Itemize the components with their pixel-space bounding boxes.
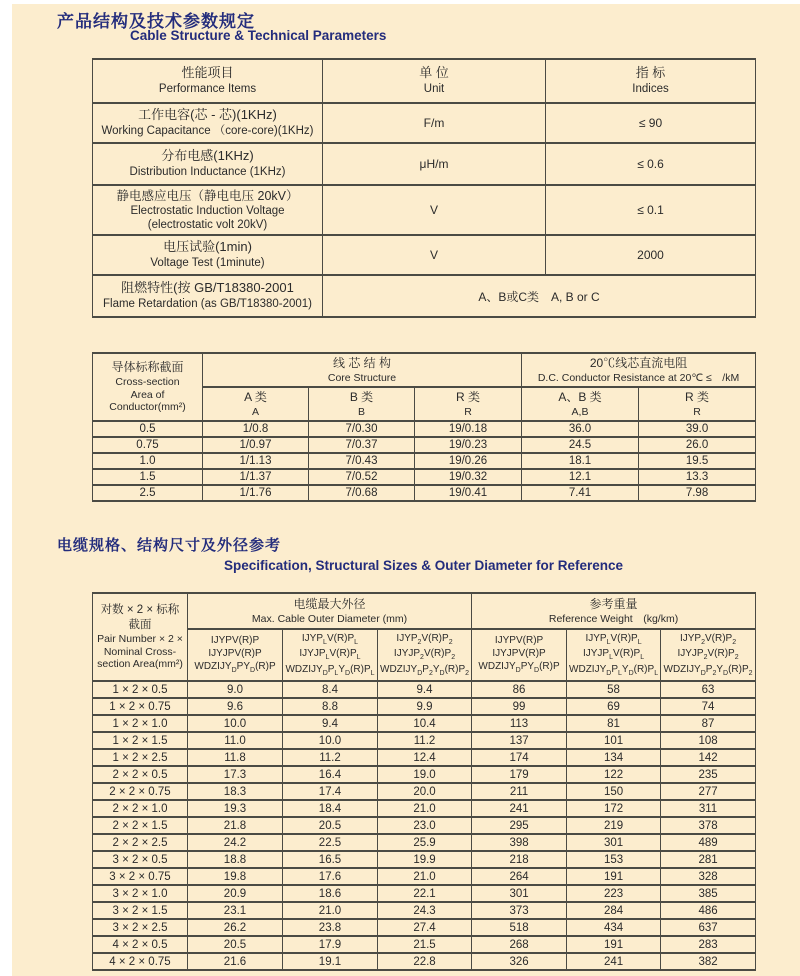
value-cell: 101	[567, 732, 661, 749]
model-name: $WDZIJY_DP_2Y_D(R)P_2$	[663, 663, 753, 677]
header-en: Performance Items	[158, 83, 257, 96]
model-name: $IJYP_2V(R)P_2$	[679, 633, 737, 647]
cross-section-cell: 2.5	[93, 485, 203, 501]
header-class-r	[415, 387, 522, 421]
header-zh: 导体标称截面	[111, 360, 184, 375]
table-row	[93, 185, 756, 235]
cross-section-cell: 0.75	[93, 437, 203, 453]
header-zh: 20℃线芯直流电阻	[589, 355, 688, 370]
value-cell: 23.0	[378, 817, 472, 834]
value-cell: 19/0.23	[415, 437, 522, 453]
table-row	[93, 453, 756, 469]
conductor-table-body	[93, 421, 756, 501]
header-zh: 单 位	[419, 65, 449, 81]
header-en: Indices	[632, 83, 669, 96]
value-cell: 191	[567, 936, 661, 953]
document-page	[12, 4, 800, 976]
header-class-b	[309, 387, 415, 421]
pair-label-cell: 2 × 2 × 1.5	[93, 817, 188, 834]
model-name: $WDZIJY_DPY_D(R)P$	[194, 661, 276, 675]
table-row	[93, 800, 756, 817]
header-zh: 指 标	[635, 65, 666, 81]
model-name: $WDZIJY_DP_LY_D(R)P_L$	[285, 663, 375, 677]
value-cell: 17.9	[283, 936, 378, 953]
header-performance-items	[93, 59, 323, 103]
value-cell: 9.6	[188, 698, 283, 715]
value-cell: 19/0.18	[415, 421, 522, 437]
value-cell: 20.0	[378, 783, 472, 800]
value-cell: 86	[472, 681, 567, 698]
value-cell: 179	[472, 766, 567, 783]
model-name: $WDZIJY_DP_LY_D(R)P_L$	[569, 663, 659, 677]
pair-label-cell: 1 × 2 × 0.75	[93, 698, 188, 715]
value-cell: 12.1	[522, 469, 639, 485]
value-cell: 7/0.68	[309, 485, 415, 501]
spec-model-header-row	[93, 629, 756, 681]
model-name: IJYPV(R)P	[210, 635, 260, 647]
value-cell: 283	[661, 936, 756, 953]
value-cell: 10.4	[378, 715, 472, 732]
value-cell: 8.8	[283, 698, 378, 715]
table-row	[93, 437, 756, 453]
param-en: Working Capacitance （core-core)(1KHz)	[101, 125, 314, 138]
value-cell: 19.3	[188, 800, 283, 817]
value-cell: 21.0	[378, 800, 472, 817]
section2-title-en: Specification, Structural Sizes & Outer Diameter for Reference	[223, 558, 624, 573]
value-cell: 23.1	[188, 902, 283, 919]
value-cell: 311	[661, 800, 756, 817]
header-zh: R 类	[685, 389, 710, 404]
header-en: R	[464, 405, 472, 418]
header-zh: A、B 类	[558, 389, 602, 404]
value-cell: 17.6	[283, 868, 378, 885]
pair-label-cell: 2 × 2 × 1.0	[93, 800, 188, 817]
value-cell: 7.41	[522, 485, 639, 501]
table-row	[93, 817, 756, 834]
header-reference-weight	[472, 593, 756, 629]
table-row	[93, 885, 756, 902]
value-cell: 277	[661, 783, 756, 800]
value-cell: 150	[567, 783, 661, 800]
param-name-cell	[93, 235, 323, 275]
model-name: $WDZIJY_DPY_D(R)P$	[478, 661, 560, 675]
value-cell: 19.8	[188, 868, 283, 885]
spec-table-body	[93, 681, 756, 970]
header-model-set-6	[661, 629, 756, 681]
cross-section-cell: 0.5	[93, 421, 203, 437]
value-cell: 241	[567, 953, 661, 970]
param-en: Electrostatic Induction Voltage	[130, 204, 285, 217]
value-cell: 18.4	[283, 800, 378, 817]
header-en: A	[251, 405, 259, 418]
value-cell: 378	[661, 817, 756, 834]
value-cell: 191	[567, 868, 661, 885]
value-cell: 174	[472, 749, 567, 766]
param-name-cell	[93, 185, 323, 235]
param-en: Voltage Test (1minute)	[150, 257, 265, 270]
value-cell: 211	[472, 783, 567, 800]
header-zh: R 类	[456, 389, 481, 404]
header-model-set-5	[567, 629, 661, 681]
pair-label-cell: 4 × 2 × 0.75	[93, 953, 188, 970]
model-name: IJYPV(R)P	[494, 635, 544, 647]
value-cell: 301	[567, 834, 661, 851]
pair-label-cell: 1 × 2 × 1.5	[93, 732, 188, 749]
value-cell: 19/0.26	[415, 453, 522, 469]
header-pair-number	[93, 593, 188, 681]
value-cell: 113	[472, 715, 567, 732]
value-cell: 11.0	[188, 732, 283, 749]
table-row	[93, 868, 756, 885]
header-model-set-3	[378, 629, 472, 681]
value-cell: 22.1	[378, 885, 472, 902]
value-cell: 142	[661, 749, 756, 766]
table-row	[93, 732, 756, 749]
value-cell: 398	[472, 834, 567, 851]
conductor-table	[92, 352, 756, 502]
param-zh: 电压试验(1min)	[163, 239, 252, 255]
header-en: Area of Conductor(mm²)	[109, 388, 186, 414]
header-zh: 性能项目	[181, 65, 234, 81]
value-cell: 16.5	[283, 851, 378, 868]
header-en: B	[357, 405, 365, 418]
value-cell: 39.0	[639, 421, 756, 437]
pair-label-cell: 3 × 2 × 0.75	[93, 868, 188, 885]
param-zh: 静电感应电压（静电电压 20kV）	[116, 188, 299, 203]
value-cell: 26.0	[639, 437, 756, 453]
value-cell: 10.0	[283, 732, 378, 749]
value-cell: 284	[567, 902, 661, 919]
value-cell: 9.0	[188, 681, 283, 698]
param-en2: (electrostatic volt 20kV)	[147, 219, 268, 232]
pair-label-cell: 1 × 2 × 1.0	[93, 715, 188, 732]
value-cell: 8.4	[283, 681, 378, 698]
value-cell: 21.6	[188, 953, 283, 970]
table-row	[93, 953, 756, 970]
parameters-table	[92, 58, 756, 318]
value-cell: 326	[472, 953, 567, 970]
table-row	[93, 421, 756, 437]
header-en: Reference Weight (kg/km)	[548, 612, 679, 625]
model-name: $IJYJP_2V(R)P_2$	[393, 648, 456, 662]
value-cell: 637	[661, 919, 756, 936]
param-zh: 分布电感(1KHz)	[161, 148, 254, 164]
value-cell: 241	[472, 800, 567, 817]
header-class-r2	[639, 387, 756, 421]
value-cell: 219	[567, 817, 661, 834]
model-name: $IJYJP_LV(R)P_L$	[299, 648, 361, 662]
value-cell: 36.0	[522, 421, 639, 437]
value-cell: 18.6	[283, 885, 378, 902]
cross-section-cell: 1.5	[93, 469, 203, 485]
value-cell: 19.9	[378, 851, 472, 868]
header-en: Unit	[423, 83, 445, 96]
header-zh: 对数 × 2 × 标称	[100, 604, 180, 617]
value-cell: 235	[661, 766, 756, 783]
value-cell: 11.8	[188, 749, 283, 766]
header-en: Pair Number × 2 ×	[97, 633, 183, 646]
model-name: $IJYP_LV(R)P_L$	[585, 633, 642, 647]
value-cell: 122	[567, 766, 661, 783]
value-cell: 434	[567, 919, 661, 936]
header-class-a	[203, 387, 309, 421]
value-cell: 23.8	[283, 919, 378, 936]
header-zh: 截面	[128, 619, 152, 632]
value-cell: 218	[472, 851, 567, 868]
pair-label-cell: 3 × 2 × 1.5	[93, 902, 188, 919]
header-en: Cross-section	[115, 375, 180, 388]
pair-label-cell: 3 × 2 × 0.5	[93, 851, 188, 868]
header-class-ab	[522, 387, 639, 421]
model-name: $IJYP_LV(R)P_L$	[301, 633, 359, 647]
value-cell: 301	[472, 885, 567, 902]
value-cell: 20.5	[283, 817, 378, 834]
value-cell: 281	[661, 851, 756, 868]
value-cell: 489	[661, 834, 756, 851]
value-cell: 486	[661, 902, 756, 919]
table-row	[93, 715, 756, 732]
header-en: A,B	[571, 405, 589, 418]
param-name-cell	[93, 275, 323, 317]
header-zh: 电缆最大外径	[293, 596, 366, 611]
value-cell: 18.8	[188, 851, 283, 868]
unit-cell: F/m	[323, 103, 546, 143]
model-name: $WDZIJY_DP_2Y_D(R)P_2$	[380, 663, 470, 677]
value-cell: 1/1.13	[203, 453, 309, 469]
param-en: Distribution Inductance (1KHz)	[129, 166, 286, 179]
table-row	[93, 485, 756, 501]
header-unit	[323, 59, 546, 103]
value-cell: 19.0	[378, 766, 472, 783]
table-row	[93, 766, 756, 783]
value-cell: 18.3	[188, 783, 283, 800]
value-cell: 21.5	[378, 936, 472, 953]
value-cell: 223	[567, 885, 661, 902]
index-cell: ≤ 90	[546, 103, 756, 143]
model-name: $IJYP_2V(R)P_2$	[396, 633, 453, 647]
value-cell: 9.4	[378, 681, 472, 698]
value-cell: 7/0.43	[309, 453, 415, 469]
value-cell: 17.4	[283, 783, 378, 800]
value-cell: 137	[472, 732, 567, 749]
value-cell: 19.1	[283, 953, 378, 970]
value-cell: 21.8	[188, 817, 283, 834]
section2-title-zh: 电缆规格、结构尺寸及外径参考	[57, 537, 282, 554]
header-model-set-4	[472, 629, 567, 681]
table-row	[93, 902, 756, 919]
table-row	[93, 681, 756, 698]
header-en: Core Structure	[327, 371, 397, 384]
conductor-group-header-row	[93, 353, 756, 387]
value-cell: 134	[567, 749, 661, 766]
param-name-cell	[93, 143, 323, 185]
value-cell: 74	[661, 698, 756, 715]
table-row	[93, 834, 756, 851]
value-cell: 20.5	[188, 936, 283, 953]
pair-label-cell: 2 × 2 × 0.5	[93, 766, 188, 783]
value-cell: 268	[472, 936, 567, 953]
value-cell: 11.2	[378, 732, 472, 749]
unit-cell: V	[323, 185, 546, 235]
value-cell: 81	[567, 715, 661, 732]
pair-label-cell: 3 × 2 × 1.0	[93, 885, 188, 902]
value-cell: 58	[567, 681, 661, 698]
pair-label-cell: 2 × 2 × 0.75	[93, 783, 188, 800]
value-cell: 7/0.52	[309, 469, 415, 485]
value-cell: 1/1.37	[203, 469, 309, 485]
header-model-set-1	[188, 629, 283, 681]
value-cell: 24.5	[522, 437, 639, 453]
table-row	[93, 469, 756, 485]
pair-label-cell: 1 × 2 × 0.5	[93, 681, 188, 698]
cross-section-cell: 1.0	[93, 453, 203, 469]
value-cell: 24.2	[188, 834, 283, 851]
value-cell: 1/0.8	[203, 421, 309, 437]
pair-label-cell: 1 × 2 × 2.5	[93, 749, 188, 766]
spec-group-header-row	[93, 593, 756, 629]
value-cell: 19.5	[639, 453, 756, 469]
header-zh: A 类	[244, 389, 267, 404]
header-max-outer-diameter	[188, 593, 472, 629]
value-cell: 385	[661, 885, 756, 902]
value-cell: 7.98	[639, 485, 756, 501]
value-cell: 518	[472, 919, 567, 936]
header-en: Nominal Cross-	[103, 645, 177, 658]
value-cell: 19/0.41	[415, 485, 522, 501]
table-row	[93, 275, 756, 317]
value-cell: 18.1	[522, 453, 639, 469]
table-row	[93, 919, 756, 936]
table-row	[93, 698, 756, 715]
value-cell: 172	[567, 800, 661, 817]
value-cell: 25.9	[378, 834, 472, 851]
unit-cell: μH/m	[323, 143, 546, 185]
header-indices	[546, 59, 756, 103]
value-cell: 87	[661, 715, 756, 732]
section1-title-zh: 产品结构及技术参数规定	[57, 12, 255, 31]
value-cell: 12.4	[378, 749, 472, 766]
header-core-structure	[203, 353, 522, 387]
value-cell: 19/0.32	[415, 469, 522, 485]
header-en: Max. Cable Outer Diameter (mm)	[251, 612, 408, 625]
value-cell: 1/1.76	[203, 485, 309, 501]
value-cell: 27.4	[378, 919, 472, 936]
table-row	[93, 936, 756, 953]
pair-label-cell: 2 × 2 × 2.5	[93, 834, 188, 851]
value-cell: 10.0	[188, 715, 283, 732]
model-name: IJYJPV(R)P	[492, 648, 546, 660]
index-cell: ≤ 0.1	[546, 185, 756, 235]
model-name: $IJYJP_LV(R)P_L$	[582, 648, 645, 662]
table-row	[93, 143, 756, 185]
value-cell: 26.2	[188, 919, 283, 936]
value-cell: 382	[661, 953, 756, 970]
value-cell: 264	[472, 868, 567, 885]
header-cross-section	[93, 353, 203, 421]
value-cell: 1/0.97	[203, 437, 309, 453]
value-cell: 20.9	[188, 885, 283, 902]
index-cell: ≤ 0.6	[546, 143, 756, 185]
table-row	[93, 235, 756, 275]
value-cell: 21.0	[283, 902, 378, 919]
value-cell: 295	[472, 817, 567, 834]
section1-title-en: Cable Structure & Technical Parameters	[130, 28, 387, 43]
spec-table	[92, 592, 756, 971]
value-cell: 153	[567, 851, 661, 868]
value-cell: 328	[661, 868, 756, 885]
table-row	[93, 103, 756, 143]
value-cell: 69	[567, 698, 661, 715]
table-row	[93, 783, 756, 800]
table-row	[93, 851, 756, 868]
value-cell: 22.8	[378, 953, 472, 970]
model-name: IJYJPV(R)P	[208, 648, 262, 660]
value-cell: 108	[661, 732, 756, 749]
header-zh: 线 芯 结 构	[333, 355, 392, 370]
header-dc-resistance	[522, 353, 756, 387]
value-cell: 9.9	[378, 698, 472, 715]
value-cell: 22.5	[283, 834, 378, 851]
value-cell: 63	[661, 681, 756, 698]
value-cell: 7/0.30	[309, 421, 415, 437]
param-zh: 阻燃特性(按 GB/T18380-2001	[121, 280, 294, 296]
header-en: R	[693, 405, 701, 418]
value-cell: 99	[472, 698, 567, 715]
pair-label-cell: 4 × 2 × 0.5	[93, 936, 188, 953]
header-zh: B 类	[349, 389, 374, 404]
header-en: section Area(mm²)	[97, 658, 183, 671]
model-name: $IJYJP_2V(R)P_2$	[677, 648, 739, 662]
value-cell: 9.4	[283, 715, 378, 732]
value-cell: 373	[472, 902, 567, 919]
param-en: Flame Retardation (as GB/T18380-2001)	[102, 298, 313, 311]
header-zh: 参考重量	[589, 596, 638, 611]
value-cell: 24.3	[378, 902, 472, 919]
value-cell: 13.3	[639, 469, 756, 485]
param-name-cell	[93, 103, 323, 143]
param-zh: 工作电容(芯 - 芯)(1KHz)	[138, 107, 277, 123]
merged-value-cell: A、B或C类 A, B or C	[323, 275, 756, 317]
value-cell: 16.4	[283, 766, 378, 783]
table-row	[93, 749, 756, 766]
value-cell: 11.2	[283, 749, 378, 766]
value-cell: 7/0.37	[309, 437, 415, 453]
pair-label-cell: 3 × 2 × 2.5	[93, 919, 188, 936]
unit-cell: V	[323, 235, 546, 275]
value-cell: 21.0	[378, 868, 472, 885]
header-model-set-2	[283, 629, 378, 681]
header-en: D.C. Conductor Resistance at 20℃ ≤ /kM	[537, 371, 740, 384]
index-cell: 2000	[546, 235, 756, 275]
value-cell: 17.3	[188, 766, 283, 783]
parameters-header-row	[93, 59, 756, 103]
